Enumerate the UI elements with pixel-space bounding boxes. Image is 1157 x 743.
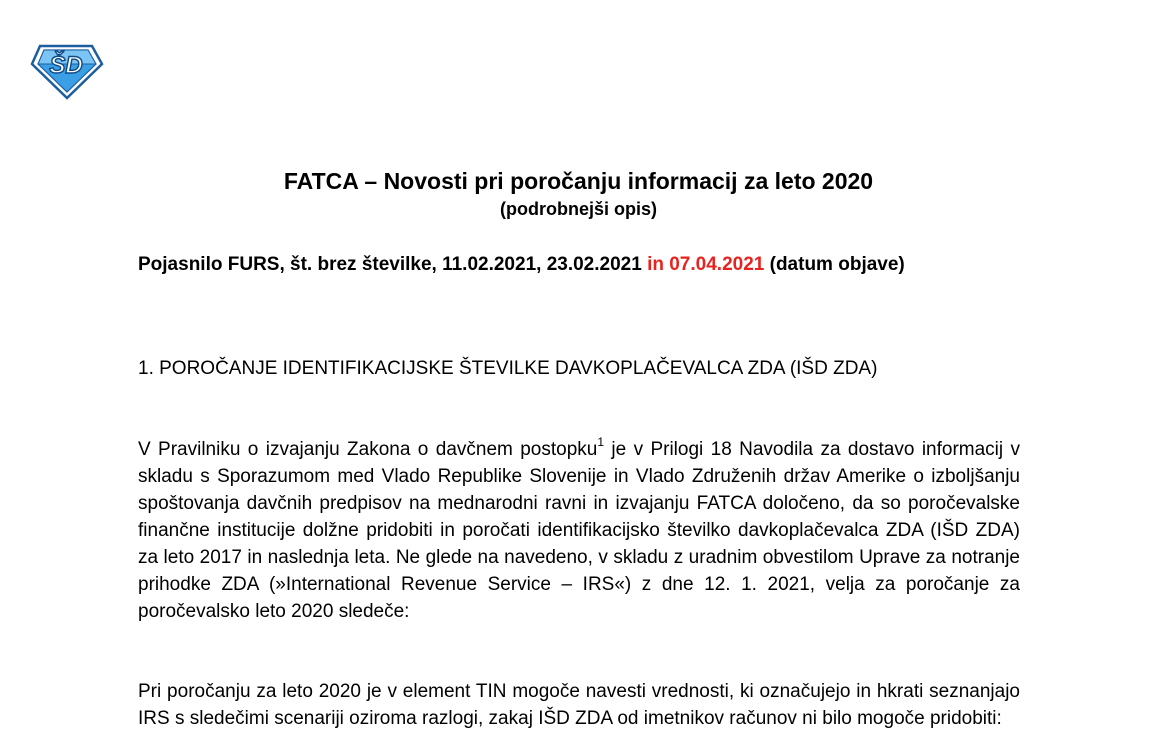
explanation-highlight: in 07.04.2021 xyxy=(647,254,765,275)
document-title: FATCA – Novosti pri poročanju informacij za leto 2020 xyxy=(283,168,874,194)
section-heading: 1. POROČANJE IDENTIFIKACIJSKE ŠTEVILKE DAVKOPLAČEVALCA ZDA (IŠD ZDA) xyxy=(138,358,878,379)
svg-text:ŠD: ŠD xyxy=(49,52,83,79)
document-subtitle: (podrobnejši opis) xyxy=(500,199,657,219)
footnote-marker[interactable]: 1 xyxy=(597,435,605,449)
explanation-reference xyxy=(138,251,1020,279)
paragraph-text-rest: je v Prilogi 18 Navodila za dostavo informacij v skladu s Sporazumom med Vlado Republike Slovenije in Vlado Združenih držav Amerike o izboljšanju spoštovanja davčnih predpisov na mednarodni ravni in izvajanju FATCA določeno, da so poročevalske finančne institucije dolžne pridobiti in poročati identifikacijsko številko davkoplačevalca ZDA (IŠD ZDA) za leto 2017 in naslednja leta. Ne glede na navedeno, v skladu z uradnim obvestilom Uprave za notranje prihodke ZDA (»International Revenue Service – IRS«) z dne 12. 1. 2021, velja za poročanje za poročevalsko leto 2020 sledeče: xyxy=(138,439,1020,622)
paragraph xyxy=(138,436,1020,625)
diamond-logo-icon xyxy=(30,40,104,100)
logo xyxy=(30,40,104,100)
explanation-part2: (datum objave) xyxy=(764,254,905,275)
explanation-part1: Pojasnilo FURS, št. brez številke, 11.02.2021, 23.02.2021 xyxy=(138,254,648,275)
paragraph: Pri poročanju za leto 2020 je v element TIN mogoče navesti vrednosti, ki označujejo in hkrati seznanjajo IRS s sledečimi scenariji oziroma razlogi, zakaj IŠD ZDA od imetnikov računov ni bilo mogoče pridobiti: xyxy=(138,681,1020,729)
paragraph-text-start: V Pravilniku o izvajanju Zakona o davčnem postopku xyxy=(138,439,598,460)
